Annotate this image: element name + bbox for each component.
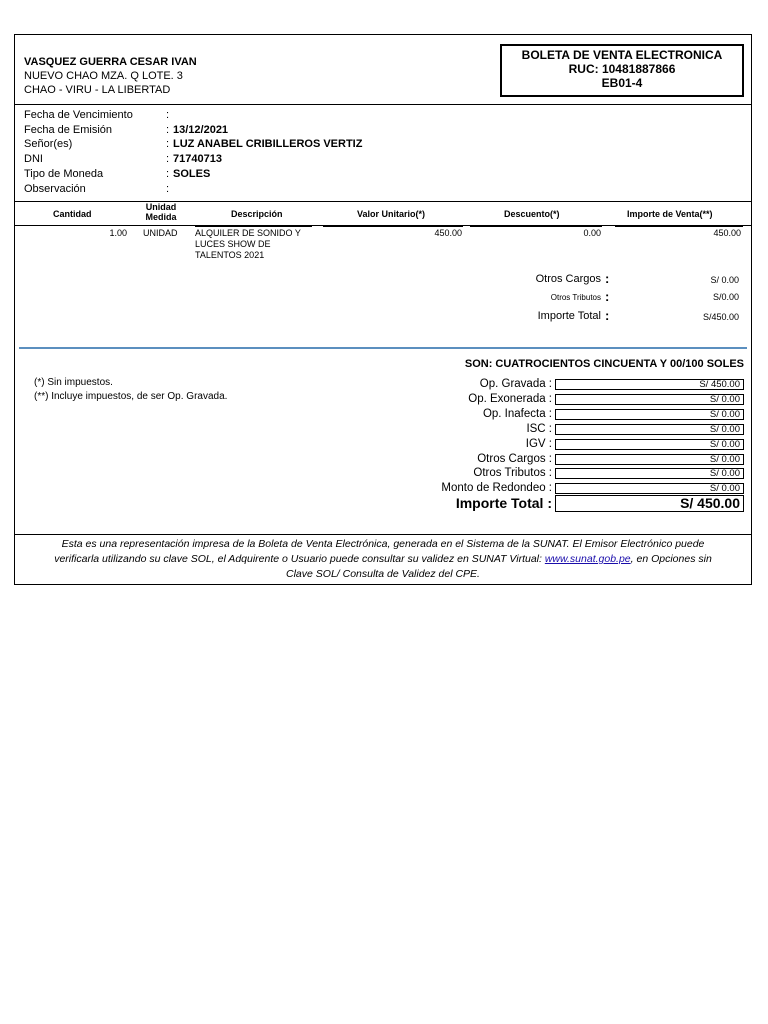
summary-value: S/ 0.00 [555,394,744,405]
meta-label: Tipo de Moneda [24,167,104,180]
sunat-link[interactable]: www.sunat.gob.pe [544,553,631,565]
summary-label: Monto de Redondeo : [441,482,552,495]
meta-label: Observación [24,182,86,195]
document-title: BOLETA DE VENTA ELECTRONICA [521,48,723,62]
otros-cargos-value: S/ 0.00 [710,275,739,285]
otros-cargos-colon: : [605,271,610,286]
meta-colon: : [166,167,170,180]
summary-label: ISC : [526,422,552,435]
meta-divider [15,201,751,202]
grand-total-value: S/ 450.00 [555,495,744,512]
col-header-importe: Importe de Venta(**) [627,209,713,219]
col-header-unidad: Unidad Medida [145,202,177,222]
summary-value: S/ 0.00 [555,468,744,479]
otros-tributos-value: S/0.00 [712,292,739,302]
summary-value: S/ 0.00 [555,439,744,450]
summary-label: Otros Cargos : [477,452,552,465]
meta-label: Señor(es) [24,138,73,151]
meta-value: 13/12/2021 [173,123,229,136]
otros-tributos-colon: : [605,289,610,304]
meta-colon: : [166,109,170,121]
note-incluye-impuestos: (**) Incluye impuestos, de ser Op. Gravada. [34,391,228,402]
col-header-descuento: Descuento(*) [504,209,560,219]
meta-label: DNI [24,153,43,166]
meta-colon: : [166,153,170,166]
importe-total-label: Importe Total [537,310,601,322]
meta-value: 71740713 [173,153,222,166]
cell-cantidad: 1.00 [109,228,127,238]
footer-divider [15,534,751,535]
grand-total-label: Importe Total : [455,495,552,511]
summary-value: S/ 0.00 [555,424,744,435]
importe-total-value: S/450.00 [702,312,739,322]
meta-value: SOLES [173,167,211,180]
footer-line2 [15,552,751,567]
summary-label: Op. Exonerada : [468,392,552,405]
col-header-cantidad: Cantidad [53,209,92,219]
issuer-name: VASQUEZ GUERRA CESAR IVAN [24,56,197,68]
col-header-descripcion: Descripción [231,209,283,219]
summary-label: IGV : [525,437,552,450]
summary-label: Otros Tributos : [473,467,552,480]
summary-value: S/ 0.00 [555,483,744,494]
summary-label: Op. Inafecta : [482,407,552,420]
legal-footer [15,537,751,582]
summary-value: S/ 0.00 [555,454,744,465]
col-header-valor-unitario: Valor Unitario(*) [357,209,426,219]
footer-line3: Clave SOL/ Consulta de Validez del CPE. [286,568,480,580]
cell-valor-unitario: 450.00 [434,228,462,238]
meta-colon: : [166,138,170,151]
summary-value: S/ 450.00 [555,379,744,390]
amount-in-words: SON: CUATROCIENTOS CINCUENTA Y 00/100 SOLES [464,358,744,370]
meta-label: Fecha de Vencimiento [24,109,133,121]
footer-line2-text: verificarla utilizando su clave SOL, el Adquirente o Usuario puede consultar su validez en SUNAT Virtual: [54,553,545,565]
footer-line1: Esta es una representación impresa de la Boleta de Venta Electrónica, generada en el Sistema de la SUNAT. El Emisor Electrónico puede [61,538,705,550]
cell-descuento: 0.00 [583,228,601,238]
meta-value: LUZ ANABEL CRIBILLEROS VERTIZ [173,138,363,151]
cell-descripcion: ALQUILER DE SONIDO Y LUCES SHOW DE TALENTOS 2021 [195,228,301,260]
note-sin-impuestos: (*) Sin impuestos. [34,377,113,388]
document-ruc: RUC: 10481887866 [568,62,676,76]
valor-underline [323,226,463,227]
cell-unidad: UNIDAD [143,228,178,238]
summary-label: Op. Gravada : [479,378,552,390]
document-id-box [500,44,744,97]
meta-colon: : [166,182,170,195]
summary-value: S/ 0.00 [555,409,744,420]
descuento-underline [470,226,602,227]
issuer-address-line1: NUEVO CHAO MZA. Q LOTE. 3 [24,70,183,82]
otros-cargos-label: Otros Cargos [535,273,601,285]
importe-underline [615,226,743,227]
header-divider [15,104,751,105]
document-number: EB01-4 [601,76,643,90]
meta-colon: : [166,123,170,136]
footer-line2-suffix: , en Opciones sin [630,553,712,565]
cell-importe: 450.00 [713,228,741,238]
importe-total-colon: : [605,308,610,323]
invoice-document [14,34,752,585]
section-separator [19,347,747,349]
desc-underline [195,226,312,227]
otros-tributos-label: Otros Tributos [550,293,601,302]
issuer-address-line2: CHAO - VIRU - LA LIBERTAD [24,84,171,96]
meta-label: Fecha de Emisión [24,123,113,136]
